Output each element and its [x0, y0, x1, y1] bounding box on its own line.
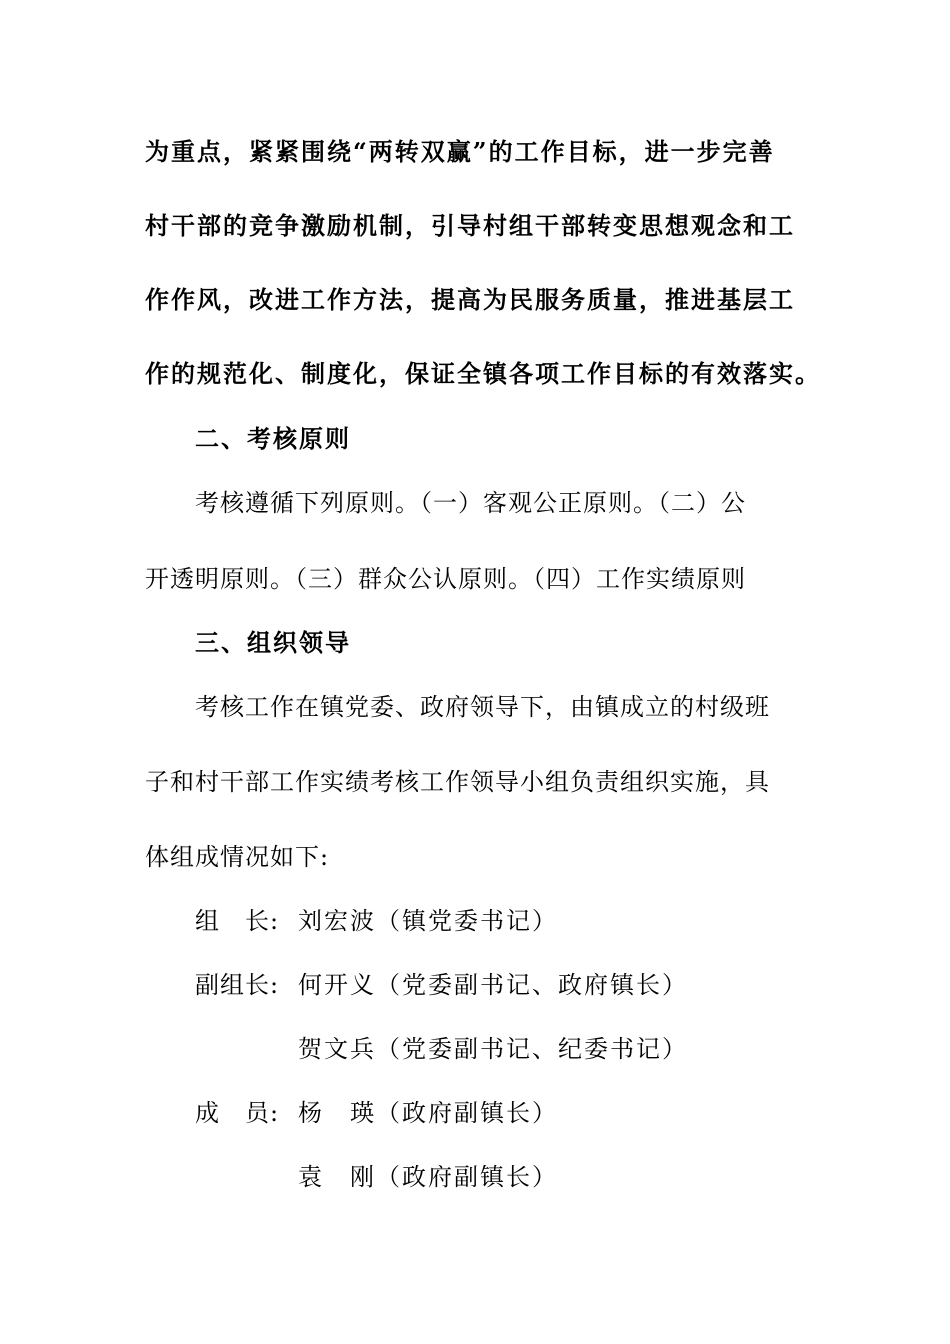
roster-role-deputy: 副组长: [195, 971, 280, 999]
roster-name-deputy-1: 何开义（党委副书记、政府镇长） [298, 971, 688, 999]
roster-name-member-1: 杨 瑛（政府副镇长） [298, 1099, 558, 1127]
roster-name-member-2: 袁 刚（政府副镇长） [298, 1163, 558, 1191]
section-heading-principles: 二、考核原则 [195, 424, 351, 453]
principles-line-2: 开透明原则。（三）群众公认原则。（四）工作实绩原则 [145, 565, 746, 593]
roster-name-leader: 刘宏波（镇党委书记） [298, 907, 558, 935]
roster-role-leader: 组 长: [195, 907, 280, 935]
leadership-line-1: 考核工作在镇党委、政府领导下，由镇成立的村级班 [195, 693, 770, 721]
roster-name-deputy-2: 贺文兵（党委副书记、纪委书记） [298, 1035, 688, 1063]
leadership-line-2: 子和村干部工作实绩考核工作领导小组负责组织实施，具 [145, 768, 770, 796]
intro-line-2: 村干部的竞争激励机制，引导村组干部转变思想观念和工 [145, 211, 795, 240]
roster-role-member: 成 员: [195, 1099, 280, 1127]
intro-line-3: 作作风，改进工作方法，提高为民服务质量，推进基层工 [145, 285, 795, 314]
intro-line-4: 作的规范化、制度化，保证全镇各项工作目标的有效落实。 [145, 359, 821, 388]
leadership-line-3: 体组成情况如下: [145, 843, 330, 871]
intro-line-1: 为重点，紧紧围绕“两转双赢”的工作目标，进一步完善 [145, 137, 775, 166]
principles-line-1: 考核遵循下列原则。（一）客观公正原则。（二）公 [195, 489, 746, 517]
section-heading-leadership: 三、组织领导 [195, 628, 351, 657]
